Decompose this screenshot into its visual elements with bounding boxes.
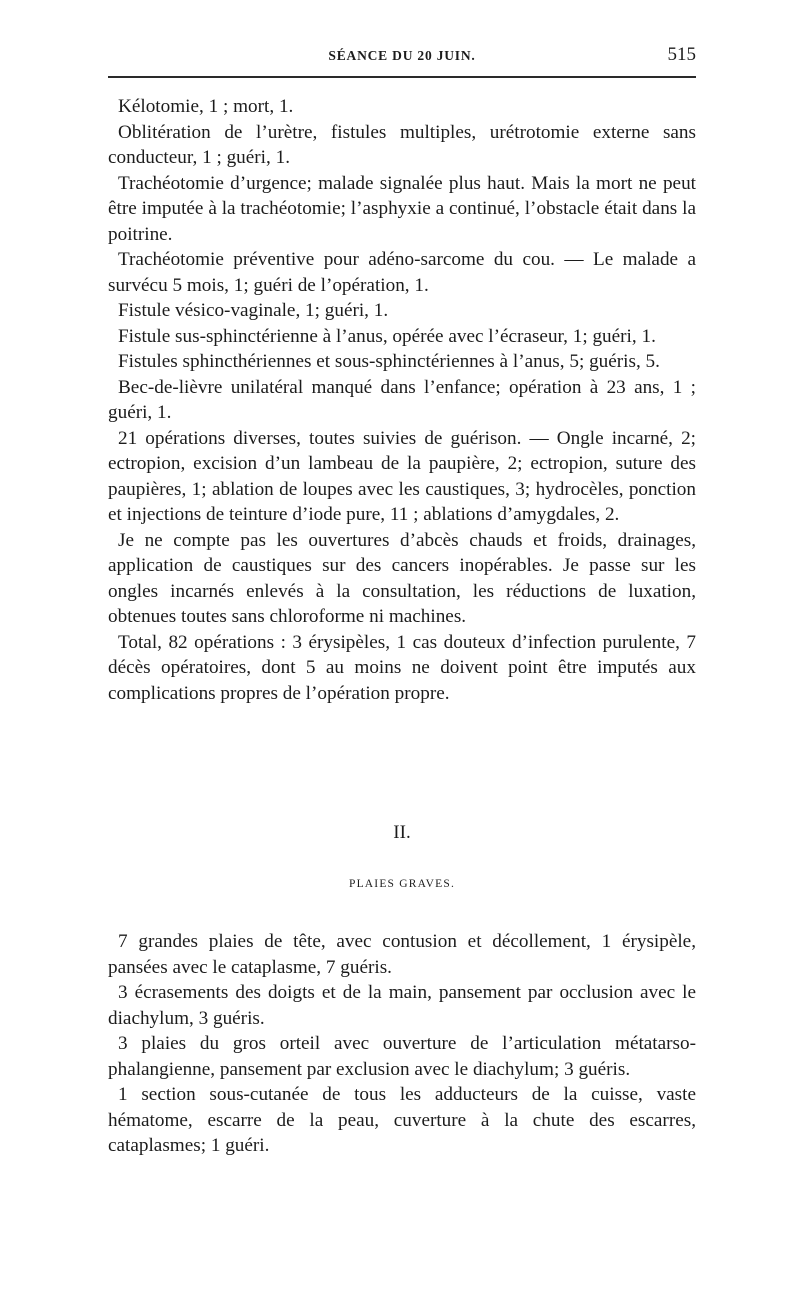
paragraph: 7 grandes plaies de tête, avec contusion et décollement, 1 érysipèle, pansées avec le cataplasme, 7 guéris. (108, 931, 696, 978)
section-number: II. (393, 822, 411, 843)
text-block-top (108, 94, 696, 706)
text-block-bottom (108, 929, 696, 1159)
paragraph: Oblitération de l’urètre, fistules multiples, urétrotomie externe sans conducteur, 1 ; guéri, 1. (108, 121, 696, 168)
paragraph: Bec-de-lièvre unilatéral manqué dans l’enfance; opération à 23 ans, 1 ; guéri, 1. (108, 376, 696, 423)
paragraph: 1 section sous-cutanée de tous les adducteurs de la cuisse, vaste hématome, escarre de la peau, cuverture à la chute des escarres, cataplasmes; 1 guéri. (108, 1084, 696, 1156)
paragraph: Fistule sus-sphinctérienne à l’anus, opérée avec l’écraseur, 1; guéri, 1. (118, 325, 656, 347)
paragraph: 3 plaies du gros orteil avec ouverture de l’articulation métatarso-phalangienne, pansement par exclusion avec le diachylum; 3 guéris. (108, 1033, 696, 1080)
header-rule (108, 76, 696, 78)
section-title: PLAIES GRAVES. (348, 878, 456, 890)
paragraph: Total, 82 opérations : 3 érysipèles, 1 cas douteux d’infection purulente, 7 décès opératoires, dont 5 au moins ne doivent point être imputés aux complications propres de l’opération propre. (108, 631, 696, 704)
paragraph: Fistules sphincthériennes et sous-sphinctériennes à l’anus, 5; guéris, 5. (118, 351, 660, 372)
paragraph: Fistule vésico-vaginale, 1; guéri, 1. (118, 300, 389, 321)
paragraph: Trachéotomie d’urgence; malade signalée plus haut. Mais la mort ne peut être imputée à la trachéotomie; l’asphyxie a continué, l’obstacle était dans la poitrine. (108, 172, 696, 245)
paragraph: Je ne compte pas les ouvertures d’abcès chauds et froids, drainages, application de caustiques sur des cancers inopérables. Je passe sur les ongles incarnés enlevés à la consultation, les réductions de luxation, obtenues toutes sans chloroforme ni machines. (108, 529, 696, 627)
paragraph: 21 opérations diverses, toutes suivies de guérison. — Ongle incarné, 2; ectropion, excision d’un lambeau de la paupière, 2; ectropion, suture des paupières, 1; ablation de loupes avec les caustiques, 3; hydrocèles, ponction et injections de teinture d’iode pure, 11 ; ablations d’amygdales, 2. (108, 427, 696, 525)
paragraph: 3 écrasements des doigts et de la main, pansement par occlusion avec le diachylum, 3 guéris. (108, 982, 696, 1029)
page-number: 515 (667, 44, 696, 65)
running-title: SÉANCE DU 20 JUIN. (328, 48, 476, 63)
paragraph: Kélotomie, 1 ; mort, 1. (118, 96, 294, 117)
paragraph: Trachéotomie préventive pour adéno-sarcome du cou. — Le malade a survécu 5 mois, 1; guéri de l’opération, 1. (108, 249, 696, 296)
page-header (108, 44, 696, 70)
